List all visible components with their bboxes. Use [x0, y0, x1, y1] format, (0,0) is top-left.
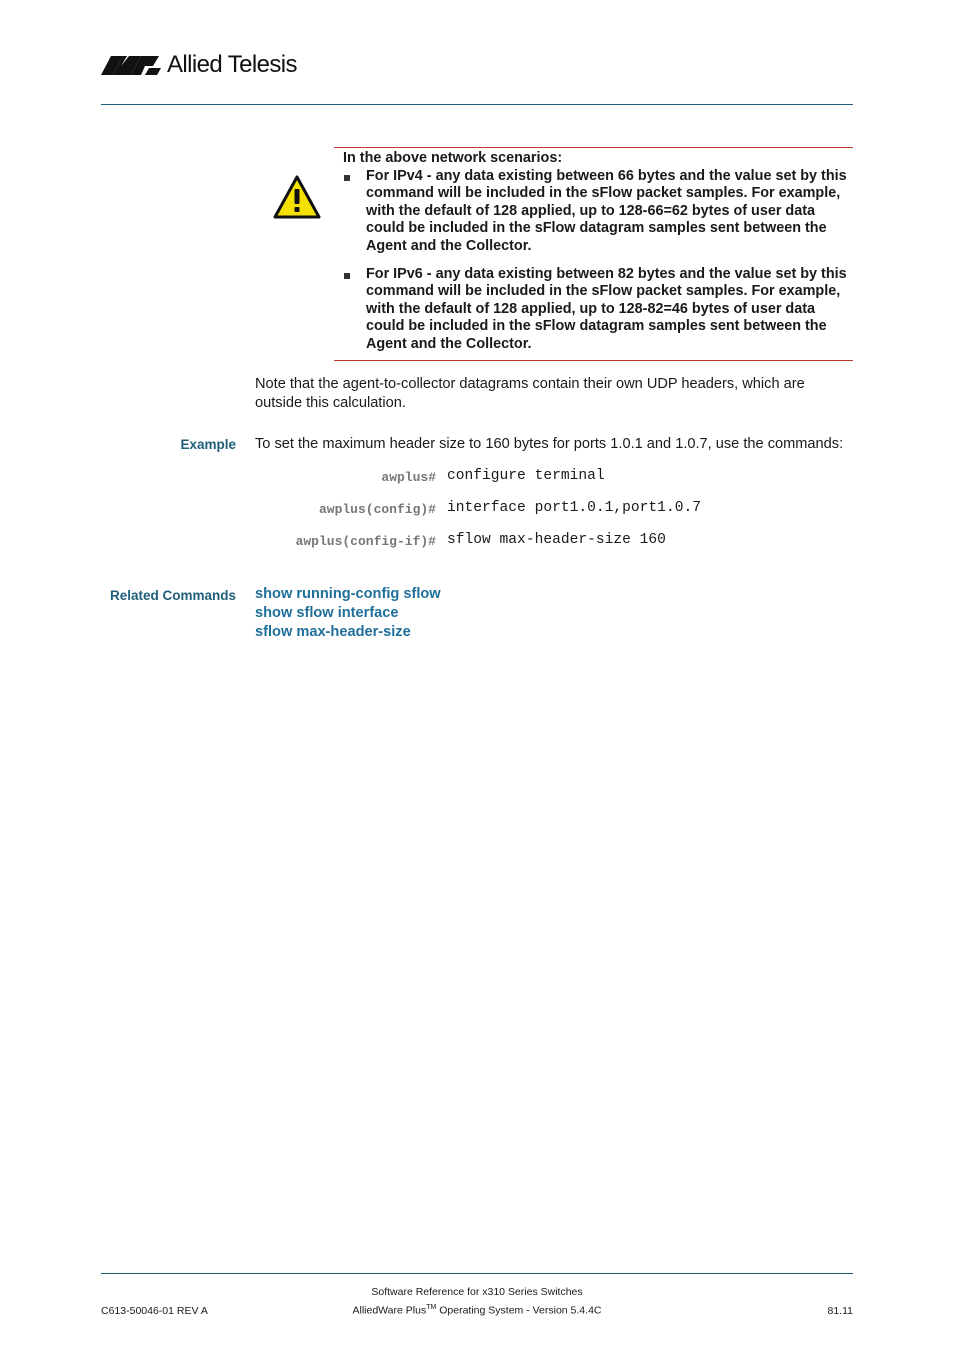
command-text: interface port1.0.1,port1.0.7	[447, 500, 701, 516]
footer-doc-id: C613-50046-01 REV A	[101, 1305, 208, 1317]
warning-icon	[273, 175, 321, 224]
footer-title: Software Reference for x310 Series Switches	[371, 1286, 583, 1298]
footer-os-suffix: Operating System - Version 5.4.4C	[436, 1304, 602, 1317]
command-text: configure terminal	[447, 468, 605, 484]
header-rule	[101, 104, 853, 105]
related-link-sflow-max-header-size[interactable]: sflow max-header-size	[255, 624, 411, 640]
note-bullet	[343, 168, 853, 256]
footer-rule	[101, 1273, 853, 1274]
command-line	[0, 468, 954, 488]
logo-mark-icon	[101, 54, 163, 76]
note-heading: In the above network scenarios:	[343, 150, 563, 166]
footer-os-prefix: AlliedWare Plus	[352, 1304, 427, 1317]
command-line	[0, 532, 954, 552]
footer-tm: TM	[426, 1304, 437, 1311]
allied-telesis-logo	[101, 52, 297, 78]
example-label: Example	[180, 437, 236, 452]
note-bullet-text: For IPv6 - any data existing between 82 bytes and the value set by this command will be included in the sFlow packet samples. For example, with the default of 128 applied, up to 128-82=46 bytes of user data could be included in the sFlow datagram samples sent between the Agent and the Collector.	[366, 265, 847, 352]
command-prompt: awplus(config-if)#	[295, 534, 436, 549]
logo-text: Allied Telesis	[167, 51, 297, 78]
example-intro: To set the maximum header size to 160 bytes for ports 1.0.1 and 1.0.7, use the commands:	[255, 436, 844, 452]
command-text: sflow max-header-size 160	[447, 532, 666, 548]
note-bullet-text: For IPv4 - any data existing between 66 bytes and the value set by this command will be included in the sFlow packet samples. For example, with the default of 128 applied, up to 128-66=62 bytes of user data could be included in the sFlow datagram samples sent between the Agent and the Collector.	[366, 167, 847, 254]
footer-os-version	[0, 1304, 954, 1317]
footer-page-number: 81.11	[827, 1305, 853, 1317]
related-link-show-running-config-sflow[interactable]: show running-config sflow	[255, 586, 441, 602]
related-commands-label: Related Commands	[109, 588, 236, 603]
command-prompt: awplus(config)#	[318, 502, 436, 517]
command-line	[0, 500, 954, 520]
bullet-square-icon	[344, 175, 350, 181]
command-prompt: awplus#	[381, 470, 436, 485]
note-bullet	[343, 266, 853, 354]
note-content	[343, 150, 853, 354]
note-paragraph: Note that the agent-to-collector datagrams contain their own UDP headers, which are outside this calculation.	[255, 376, 805, 411]
bullet-square-icon	[344, 273, 350, 279]
related-link-show-sflow-interface[interactable]: show sflow interface	[255, 605, 399, 621]
